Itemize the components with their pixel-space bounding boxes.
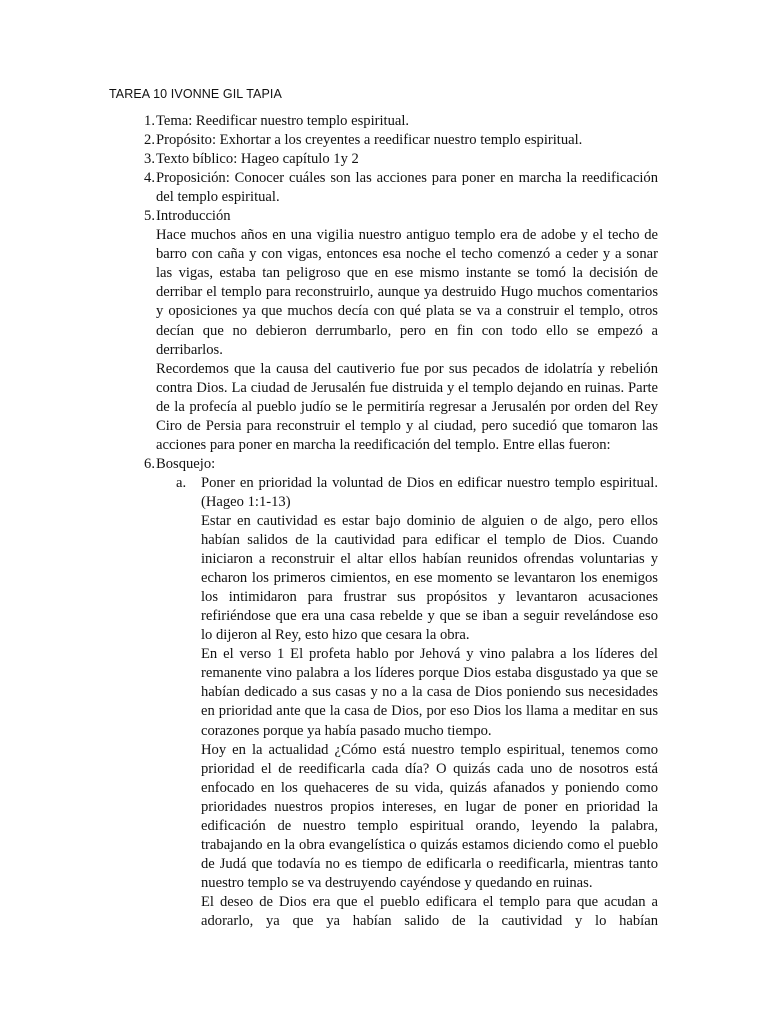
- list-item-text: Proposición: Conocer cuáles son las acciones para poner en marcha la reedificación del templo espiritual.: [156, 170, 658, 206]
- section-heading-introduccion: Introducción: [156, 208, 231, 225]
- list-number: 5 .: [133, 207, 155, 226]
- list-item-4: [118, 169, 658, 207]
- intro-paragraph: Hace muchos años en una vigilia nuestro antiguo templo era de adobe y el techo de barro con caña y con vigas, entonces esa noche el techo comenzó a ceder y a sonar las vigas, estaba tan peligroso que en ese mismo instante se tomó la decisión de derribar el templo para reconstruirlo, aunque ya destruido Hugo muchos comentarios y oposiciones ya que muchos decía con qué plata se va a construir el templo, otros decían que no debieron derrumbarlo, pero en fin con todo ello se empezó a derribarlos.: [156, 227, 658, 358]
- outline-title: Poner en prioridad la voluntad de Dios en edificar nuestro templo espiritual. (Hageo 1:1-13): [201, 474, 658, 510]
- section-heading-bosquejo: Bosquejo:: [156, 455, 216, 472]
- list-item-3: [118, 150, 658, 169]
- intro-paragraph: Recordemos que la causa del cautiverio fue por sus pecados de idolatría y rebelión contra Dios. La ciudad de Jerusalén fue distruida y el templo dejando en ruinas. Parte de la profecía al pueblo judío se le permitiría regresar a Jerusalén por orden del Rey Ciro de Persia para reconstruir el templo y al ciudad, pero sucedió que tomaron las acciones para poner en marcha la reedificación del templo. Entre ellas fueron:: [156, 360, 658, 453]
- list-number: 2 .: [133, 131, 155, 150]
- list-number: 4 .: [133, 169, 155, 188]
- list-item-text: Tema: Reedificar nuestro templo espiritual.: [156, 113, 410, 129]
- outline-item-a: [118, 474, 658, 931]
- outline-paragraph: Hoy en la actualidad ¿Cómo está nuestro templo espiritual, tenemos como prioridad el de reedificarla cada día? O quizás cada uno de nosotros está enfocado en los quehaceres de su vida, quizás afanados y poniendo como prioridades nuestros propios intereses, en lugar de poner en prioridad la edificación de nuestro templo espiritual orando, leyendo la palabra, trabajando en la obra evangelística o quizás estamos diciendo como el pueblo de Judá que todavía no es tiempo de edificarla o reedificarla, mientras tanto nuestro templo se va destruyendo cayéndose y quedando en ruinas.: [201, 741, 658, 891]
- list-item-text: Propósito: Exhortar a los creyentes a reedificar nuestro templo espiritual.: [156, 132, 583, 149]
- list-item-2: [118, 131, 658, 150]
- document-header: TAREA 10 IVONNE GIL TAPIA: [109, 87, 282, 101]
- list-item-6: [118, 455, 658, 474]
- list-item-text: Texto bíblico: Hageo capítulo 1y 2: [156, 151, 359, 168]
- list-number: 1 .: [133, 112, 155, 131]
- list-item-5: [118, 207, 658, 455]
- list-number: 3 .: [133, 150, 155, 169]
- outline-letter: a .: [176, 474, 186, 493]
- outline-paragraph: El deseo de Dios era que el pueblo edificara el templo para que acudan a adorarlo, ya que ya habían salido de la cautividad y lo habían: [201, 893, 658, 929]
- list-number: 6 .: [133, 455, 155, 474]
- outline-paragraph: En el verso 1 El profeta hablo por Jehová y vino palabra a los líderes del remanente vino palabra a los líderes porque Dios estaba disgustado ya que se habían dedicado a sus casas y no a la casa de Dios poniendo sus necesidades en prioridad ante que la casa de Dios, por eso Dios los llama a meditar en sus corazones porque ya había pasado mucho tiempo.: [201, 646, 658, 739]
- document-body: [118, 112, 658, 931]
- outline-paragraph: Estar en cautividad es estar bajo dominio de alguien o de algo, pero ellos habían salidos de la cautividad para edificar el templo de Dios. Cuando iniciaron a reconstruir el altar ellos habían reunidos ofrendas voluntarias y echaron los primeros cimientos, en ese momento se levantaron los enemigos los intimidaron para frustrar sus propósitos y levantaron acusaciones refiriéndose que era una casa rebelde y que se iban a seguir revelándose eso lo dijeron al Rey, esto hizo que cesara la obra.: [201, 512, 658, 644]
- list-item-1: [118, 112, 658, 131]
